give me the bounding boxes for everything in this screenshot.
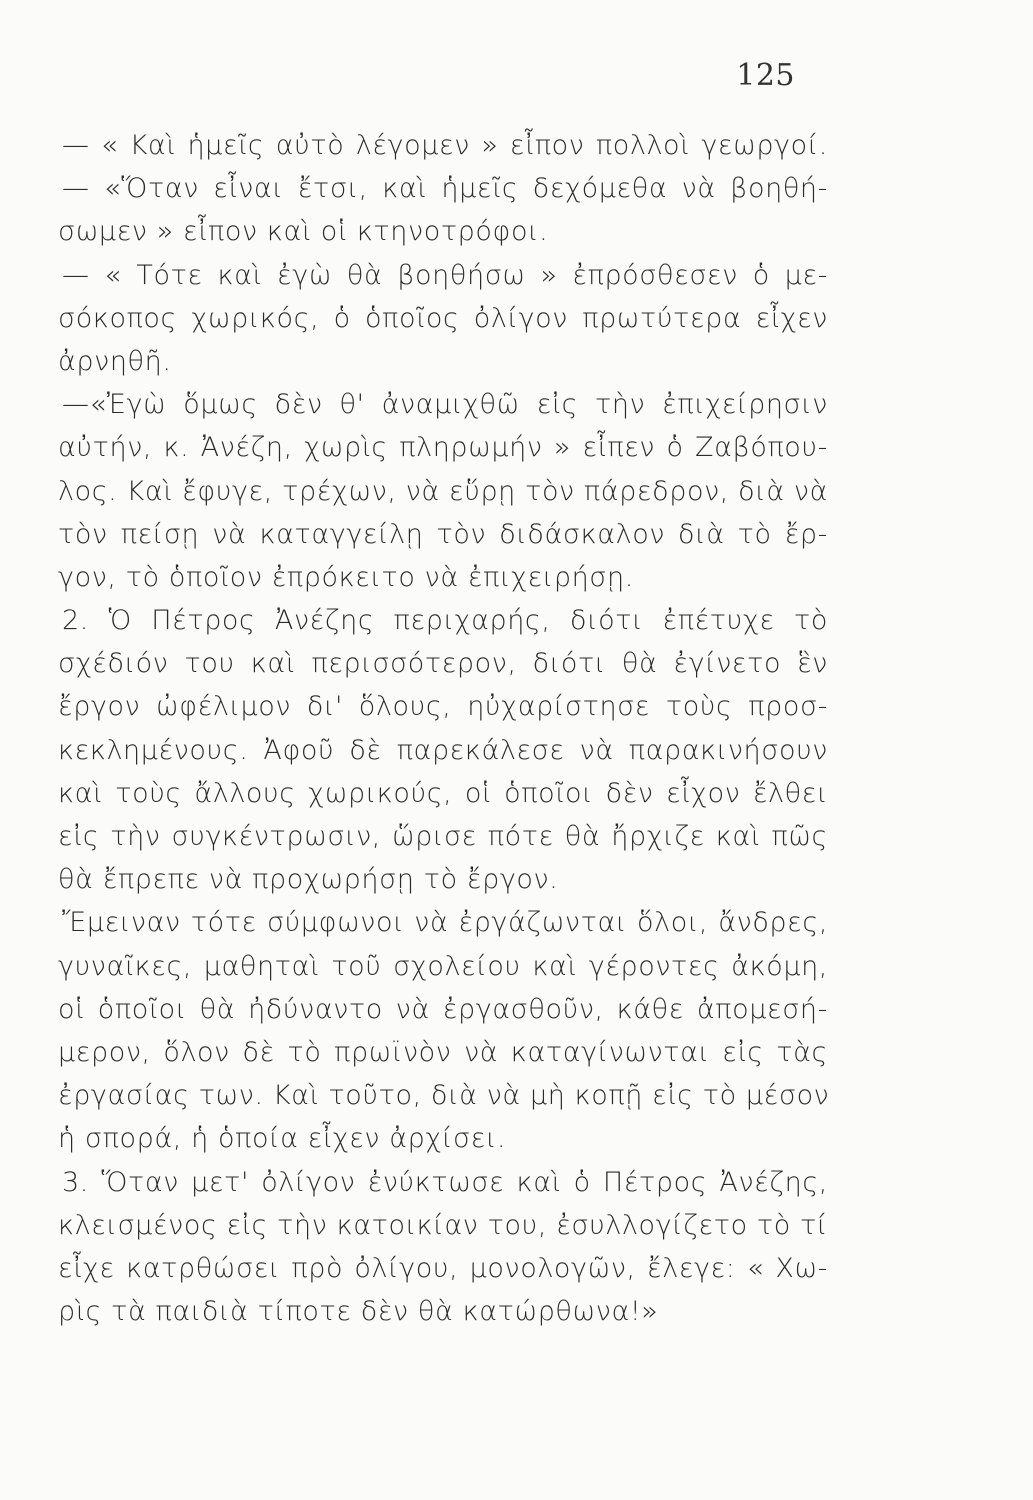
text-line: ἐργασίας των. Καὶ τοῦτο, διὰ νὰ μὴ κοπῇ εἰς τὸ μέσον xyxy=(58,1080,830,1112)
text-line: εἰς τὴν συγκέντρωσιν, ὥρισε πότε θὰ ἤρχιζε καὶ πῶς xyxy=(58,821,828,852)
text-line: αὐτήν, κ. Ἀνέζη, χωρὶς πληρωμήν » εἶπεν ὁ Ζαβόπου- xyxy=(58,432,828,464)
text-line: 3. Ὅταν μετ' ὀλίγον ἐνύκτωσε καὶ ὁ Πέτρος Ἀνέζης, xyxy=(62,1166,828,1198)
text-line: ἡ σπορά, ἡ ὁποία εἶχεν ἀρχίσει. xyxy=(58,1123,507,1155)
text-line: — «Ὅταν εἶναι ἔτσι, καὶ ἡμεῖς δεχόμεθα νὰ βοηθή- xyxy=(62,173,828,205)
text-line: —«Ἐγὼ ὅμως δὲν θ' ἀναμιχθῶ εἰς τὴν ἐπιχείρησιν xyxy=(62,389,828,421)
page-number: 125 xyxy=(736,58,795,93)
text-line: μερον, ὅλον δὲ τὸ πρωϊνὸν νὰ καταγίνωνται εἰς τὰς xyxy=(58,1036,828,1068)
text-line: Ἔμειναν τότε σύμφωνοι νὰ ἐργάζωνται ὅλοι, ἄνδρες, xyxy=(62,907,828,939)
text-line: ἔργον ὠφέλιμον δι' ὅλους, ηὐχαρίστησε τοὺς προσ- xyxy=(58,691,828,723)
text-line: θὰ ἔπρεπε νὰ προχωρήσῃ τὸ ἔργον. xyxy=(58,864,559,896)
text-line: 2. Ὁ Πέτρος Ἀνέζης περιχαρής, διότι ἐπέτυχε τὸ xyxy=(62,605,828,637)
text-line: — « Καὶ ἡμεῖς αὐτὸ λέγομεν » εἶπον πολλοὶ γεωργοί. xyxy=(62,130,828,161)
text-line: γον, τὸ ὁποῖον ἐπρόκειτο νὰ ἐπιχειρήσῃ. xyxy=(58,561,634,593)
text-line: καὶ τοὺς ἄλλους χωρικούς, οἱ ὁποῖοι δὲν εἶχον ἔλθει xyxy=(58,777,828,809)
text-line: κλεισμένος εἰς τὴν κατοικίαν του, ἐσυλλογίζετο τὸ τί xyxy=(58,1209,828,1241)
text-line: εἶχε κατρθώσει πρὸ ὀλίγου, μονολογῶν, ἔλεγε: « Χω- xyxy=(58,1252,828,1284)
text-line: σόκοπος χωρικός, ὁ ὁποῖος ὀλίγον πρωτύτερα εἶχεν xyxy=(58,302,828,334)
text-line: — « Τότε καὶ ἐγὼ θὰ βοηθήσω » ἐπρόσθεσεν ὁ με- xyxy=(62,259,828,291)
text-line: σωμεν » εἶπον καὶ οἱ κτηνοτρόφοι. xyxy=(58,216,549,248)
text-line: γυναῖκες, μαθηταὶ τοῦ σχολείου καὶ γέροντες ἀκόμη, xyxy=(58,950,828,982)
text-line: ἀρνηθῆ. xyxy=(58,345,172,377)
text-line: σχέδιόν του καὶ περισσότερον, διότι θὰ ἐγίνετο ἓν xyxy=(58,648,828,680)
text-line: τὸν πείσῃ νὰ καταγγείλῃ τὸν διδάσκαλον διὰ τὸ ἔρ- xyxy=(58,518,828,550)
text-line: ρὶς τὰ παιδιὰ τίποτε δὲν θὰ κατώρθωνα!» xyxy=(58,1296,659,1328)
body-text xyxy=(58,124,828,1333)
text-line: λος. Καὶ ἔφυγε, τρέχων, νὰ εὕρῃ τὸν πάρεδρον, διὰ νὰ xyxy=(58,475,828,507)
text-line: οἱ ὁποῖοι θὰ ἠδύναντο νὰ ἐργασθοῦν, κάθε ἀπομεσή- xyxy=(58,993,828,1025)
text-line: κεκλημένους. Ἀφοῦ δὲ παρεκάλεσε νὰ παρακινήσουν xyxy=(58,734,828,766)
